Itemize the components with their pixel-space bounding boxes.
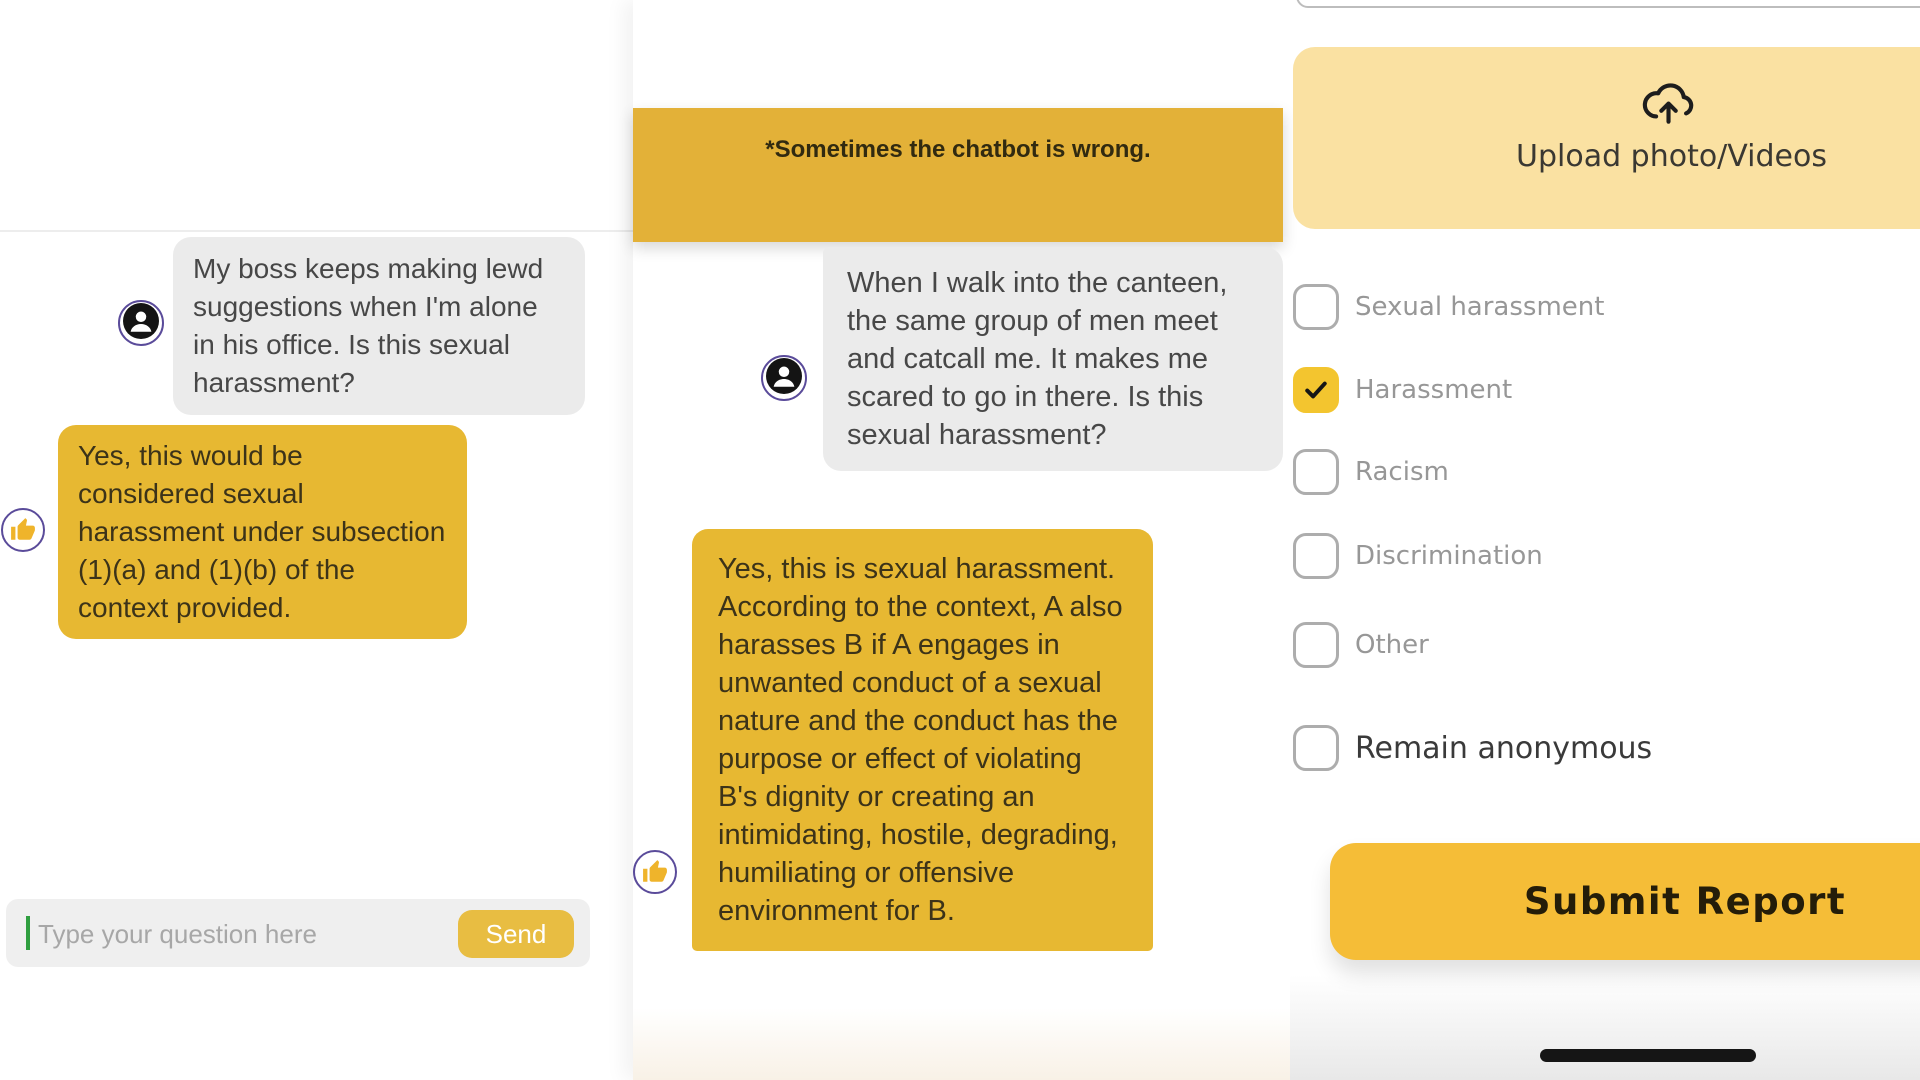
- question-input[interactable]: [36, 899, 420, 969]
- user-message-bubble: When I walk into the canteen, the same group of men meet and catcall me. It makes me scared to go in there. Is this sexual harassment?: [823, 247, 1283, 471]
- checkbox-icon[interactable]: [1293, 533, 1339, 579]
- checkbox-label: Discrimination: [1355, 541, 1543, 571]
- checkbox-row-other[interactable]: [1293, 622, 1429, 668]
- checkbox-label: Sexual harassment: [1355, 292, 1605, 322]
- checkbox-row-remain-anonymous[interactable]: [1293, 725, 1652, 771]
- checkbox-label: Harassment: [1355, 375, 1513, 405]
- send-button[interactable]: Send: [458, 910, 574, 958]
- chat-input-bar: [6, 899, 590, 967]
- checkbox-icon[interactable]: [1293, 725, 1339, 771]
- user-avatar: [761, 355, 807, 401]
- checkbox-row-sexual-harassment[interactable]: [1293, 284, 1604, 330]
- person-avatar-icon: [766, 358, 802, 399]
- checkbox-label: Racism: [1355, 457, 1449, 487]
- checkbox-row-harassment[interactable]: [1293, 367, 1512, 413]
- right-panel-bottom-fade: [1290, 975, 1920, 1080]
- checkbox-icon[interactable]: [1293, 449, 1339, 495]
- bot-message-bubble: Yes, this is sexual harassment. According to the context, A also harasses B if A engages in unwanted conduct of a sexual nature and the conduct has the purpose or effect of violating B's dignity or creating an intimidating, hostile, degrading, humiliating or offensive environment for B.: [692, 529, 1153, 951]
- bot-message-bubble: Yes, this would be considered sexual harassment under subsection (1)(a) and (1)(b) of the context provided.: [58, 425, 467, 639]
- checkbox-label: Remain anonymous: [1355, 730, 1653, 766]
- upload-dropzone[interactable]: [1293, 47, 1920, 229]
- cloud-upload-icon: [1637, 71, 1699, 133]
- user-avatar: [118, 300, 164, 346]
- upload-label: Upload photo/Videos: [1516, 139, 1827, 174]
- home-indicator[interactable]: [1540, 1049, 1756, 1062]
- thumbs-up-icon[interactable]: [633, 850, 677, 894]
- checkbox-icon[interactable]: [1293, 284, 1339, 330]
- form-text-field-cutoff[interactable]: [1296, 0, 1920, 8]
- thumbs-up-icon[interactable]: [1, 508, 45, 552]
- checkbox-row-racism[interactable]: [1293, 449, 1449, 495]
- chat-header-divider: [0, 230, 633, 232]
- submit-report-button[interactable]: Submit Report: [1330, 843, 1920, 960]
- checkbox-row-discrimination[interactable]: [1293, 533, 1543, 579]
- person-avatar-icon: [123, 303, 159, 344]
- middle-panel-bottom-tint: [633, 1008, 1290, 1080]
- user-message-bubble: My boss keeps making lewd suggestions when I'm alone in his office. Is this sexual harassment?: [173, 237, 585, 415]
- checkbox-icon[interactable]: [1293, 622, 1339, 668]
- checkbox-label: Other: [1355, 630, 1429, 660]
- checkmark-icon[interactable]: [1293, 367, 1339, 413]
- disclaimer-banner: *Sometimes the chatbot is wrong.: [633, 108, 1283, 242]
- text-cursor: [26, 916, 30, 950]
